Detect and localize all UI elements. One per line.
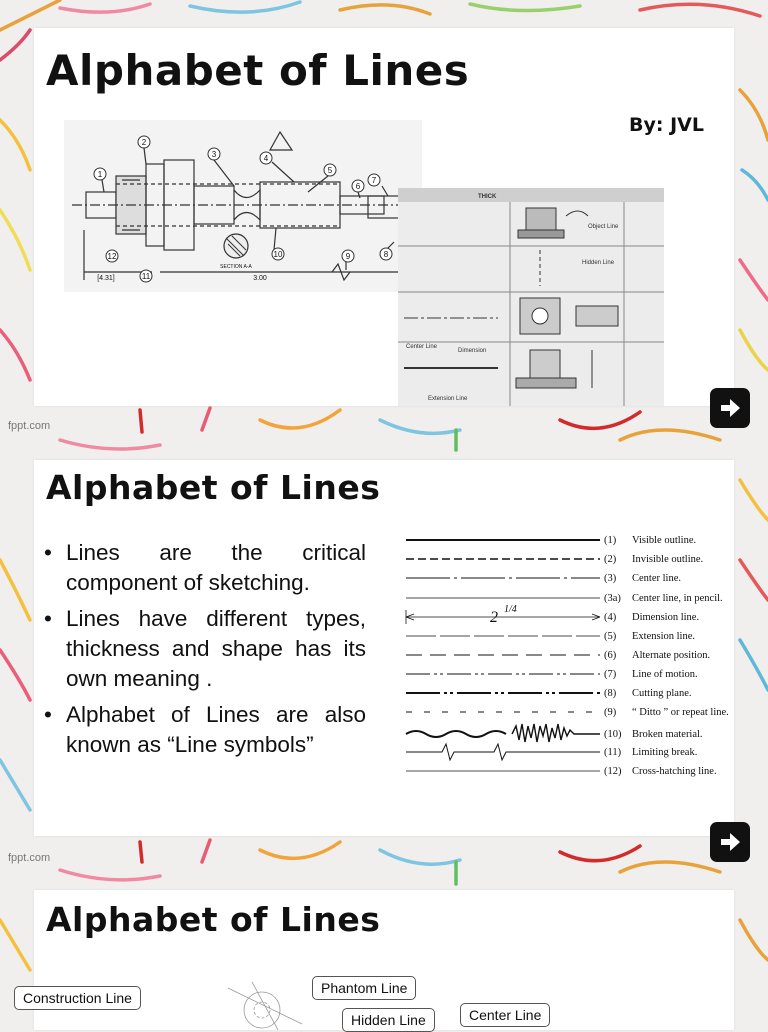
line-type-label: “ Ditto ” or repeat line. [632,707,729,718]
svg-text:9: 9 [345,252,351,261]
line-type-label: Line of motion. [632,669,698,680]
label-center-line: Center Line [460,1003,550,1027]
bullet-list [44,538,366,766]
table-label-dimension: Dimension [458,348,487,354]
line-type-label: Cutting plane. [632,688,692,699]
line-type-number: (7) [604,669,617,680]
slide-2-title: Alphabet of Lines [46,468,381,507]
dimension-fraction: 1/4 [504,604,517,615]
callout-10 [272,248,284,260]
line-type-number: (10) [604,729,622,740]
callout-3 [208,148,220,160]
svg-text:3: 3 [211,150,217,159]
callout-7 [368,174,380,186]
callout-4 [260,152,272,164]
next-slide-button[interactable] [710,388,750,428]
line-type-label: Extension line. [632,631,695,642]
svg-text:6: 6 [355,182,361,191]
line-type-number: (6) [604,650,617,661]
slide-1-title: Alphabet of Lines [46,46,470,95]
table-label-object: Object Line [588,224,619,230]
table-header: THICK [478,194,497,200]
line-type-number: (8) [604,688,617,699]
author-byline: By: JVL [629,114,704,136]
svg-text:1: 1 [97,170,103,179]
callout-6 [352,180,364,192]
table-label-extension: Extension Line [428,396,468,402]
callout-2 [138,136,150,148]
line-type-label: Center line, in pencil. [632,593,723,604]
slide-3-title: Alphabet of Lines [46,900,381,939]
svg-text:4: 4 [263,154,269,163]
callout-12 [106,250,118,262]
svg-text:12: 12 [107,252,117,261]
line-type-number: (2) [604,554,617,565]
dimension-main: 3.00 [253,275,267,282]
line-type-label: Invisible outline. [632,554,704,565]
watermark: fppt.com [8,852,51,864]
line-types-chart [402,530,754,782]
line-type-label: Limiting break. [632,747,698,758]
label-phantom-line: Phantom Line [312,976,416,1000]
line-type-label: Visible outline. [632,535,697,546]
watermark: fppt.com [8,420,51,432]
line-table-figure [398,188,664,406]
callout-11 [140,270,152,282]
dimension-left: [4.31] [97,275,115,282]
label-construction-line: Construction Line [14,986,141,1010]
slide-1 [34,28,734,406]
line-type-label: Alternate position. [632,650,711,661]
arrow-right-icon [718,830,742,854]
line-type-label: Center line. [632,573,681,584]
line-type-number: (9) [604,707,617,718]
svg-text:11: 11 [141,272,151,281]
table-label-center: Center Line [406,344,438,350]
line-type-number: (3) [604,573,617,584]
line-type-number: (5) [604,631,617,642]
arrow-right-icon [718,396,742,420]
line-type-number: (3a) [604,593,621,604]
line-type-number: (1) [604,535,617,546]
line-type-label: Cross-hatching line. [632,766,717,777]
svg-text:10: 10 [273,250,283,259]
callout-5 [324,164,336,176]
bullet-item: • Lines are the critical component of sketching. [44,538,366,598]
svg-text:8: 8 [383,250,389,259]
label-hidden-line: Hidden Line [342,1008,435,1032]
construction-sketch [222,980,312,1030]
section-label: SECTION A-A [220,264,252,270]
svg-text:5: 5 [327,166,333,175]
callout-8 [380,248,392,260]
line-type-number: (11) [604,747,622,758]
slide-2 [34,460,734,836]
callout-9 [342,250,354,262]
dimension-text: 2 [490,609,498,626]
callout-1 [94,168,106,180]
line-type-number: (12) [604,766,622,777]
bullet-item: • Alphabet of Lines are also known as “Line symbols” [44,700,366,760]
line-type-number: (4) [604,612,617,623]
svg-text:7: 7 [371,176,377,185]
line-type-label: Broken material. [632,729,703,740]
svg-text:2: 2 [141,138,147,147]
mechanical-drawing-figure [64,120,422,292]
next-slide-button[interactable] [710,822,750,862]
table-label-hidden: Hidden Line [582,260,615,266]
line-type-label: Dimension line. [632,612,700,623]
bullet-item: • Lines have different types, thickness and shape has its own meaning . [44,604,366,694]
